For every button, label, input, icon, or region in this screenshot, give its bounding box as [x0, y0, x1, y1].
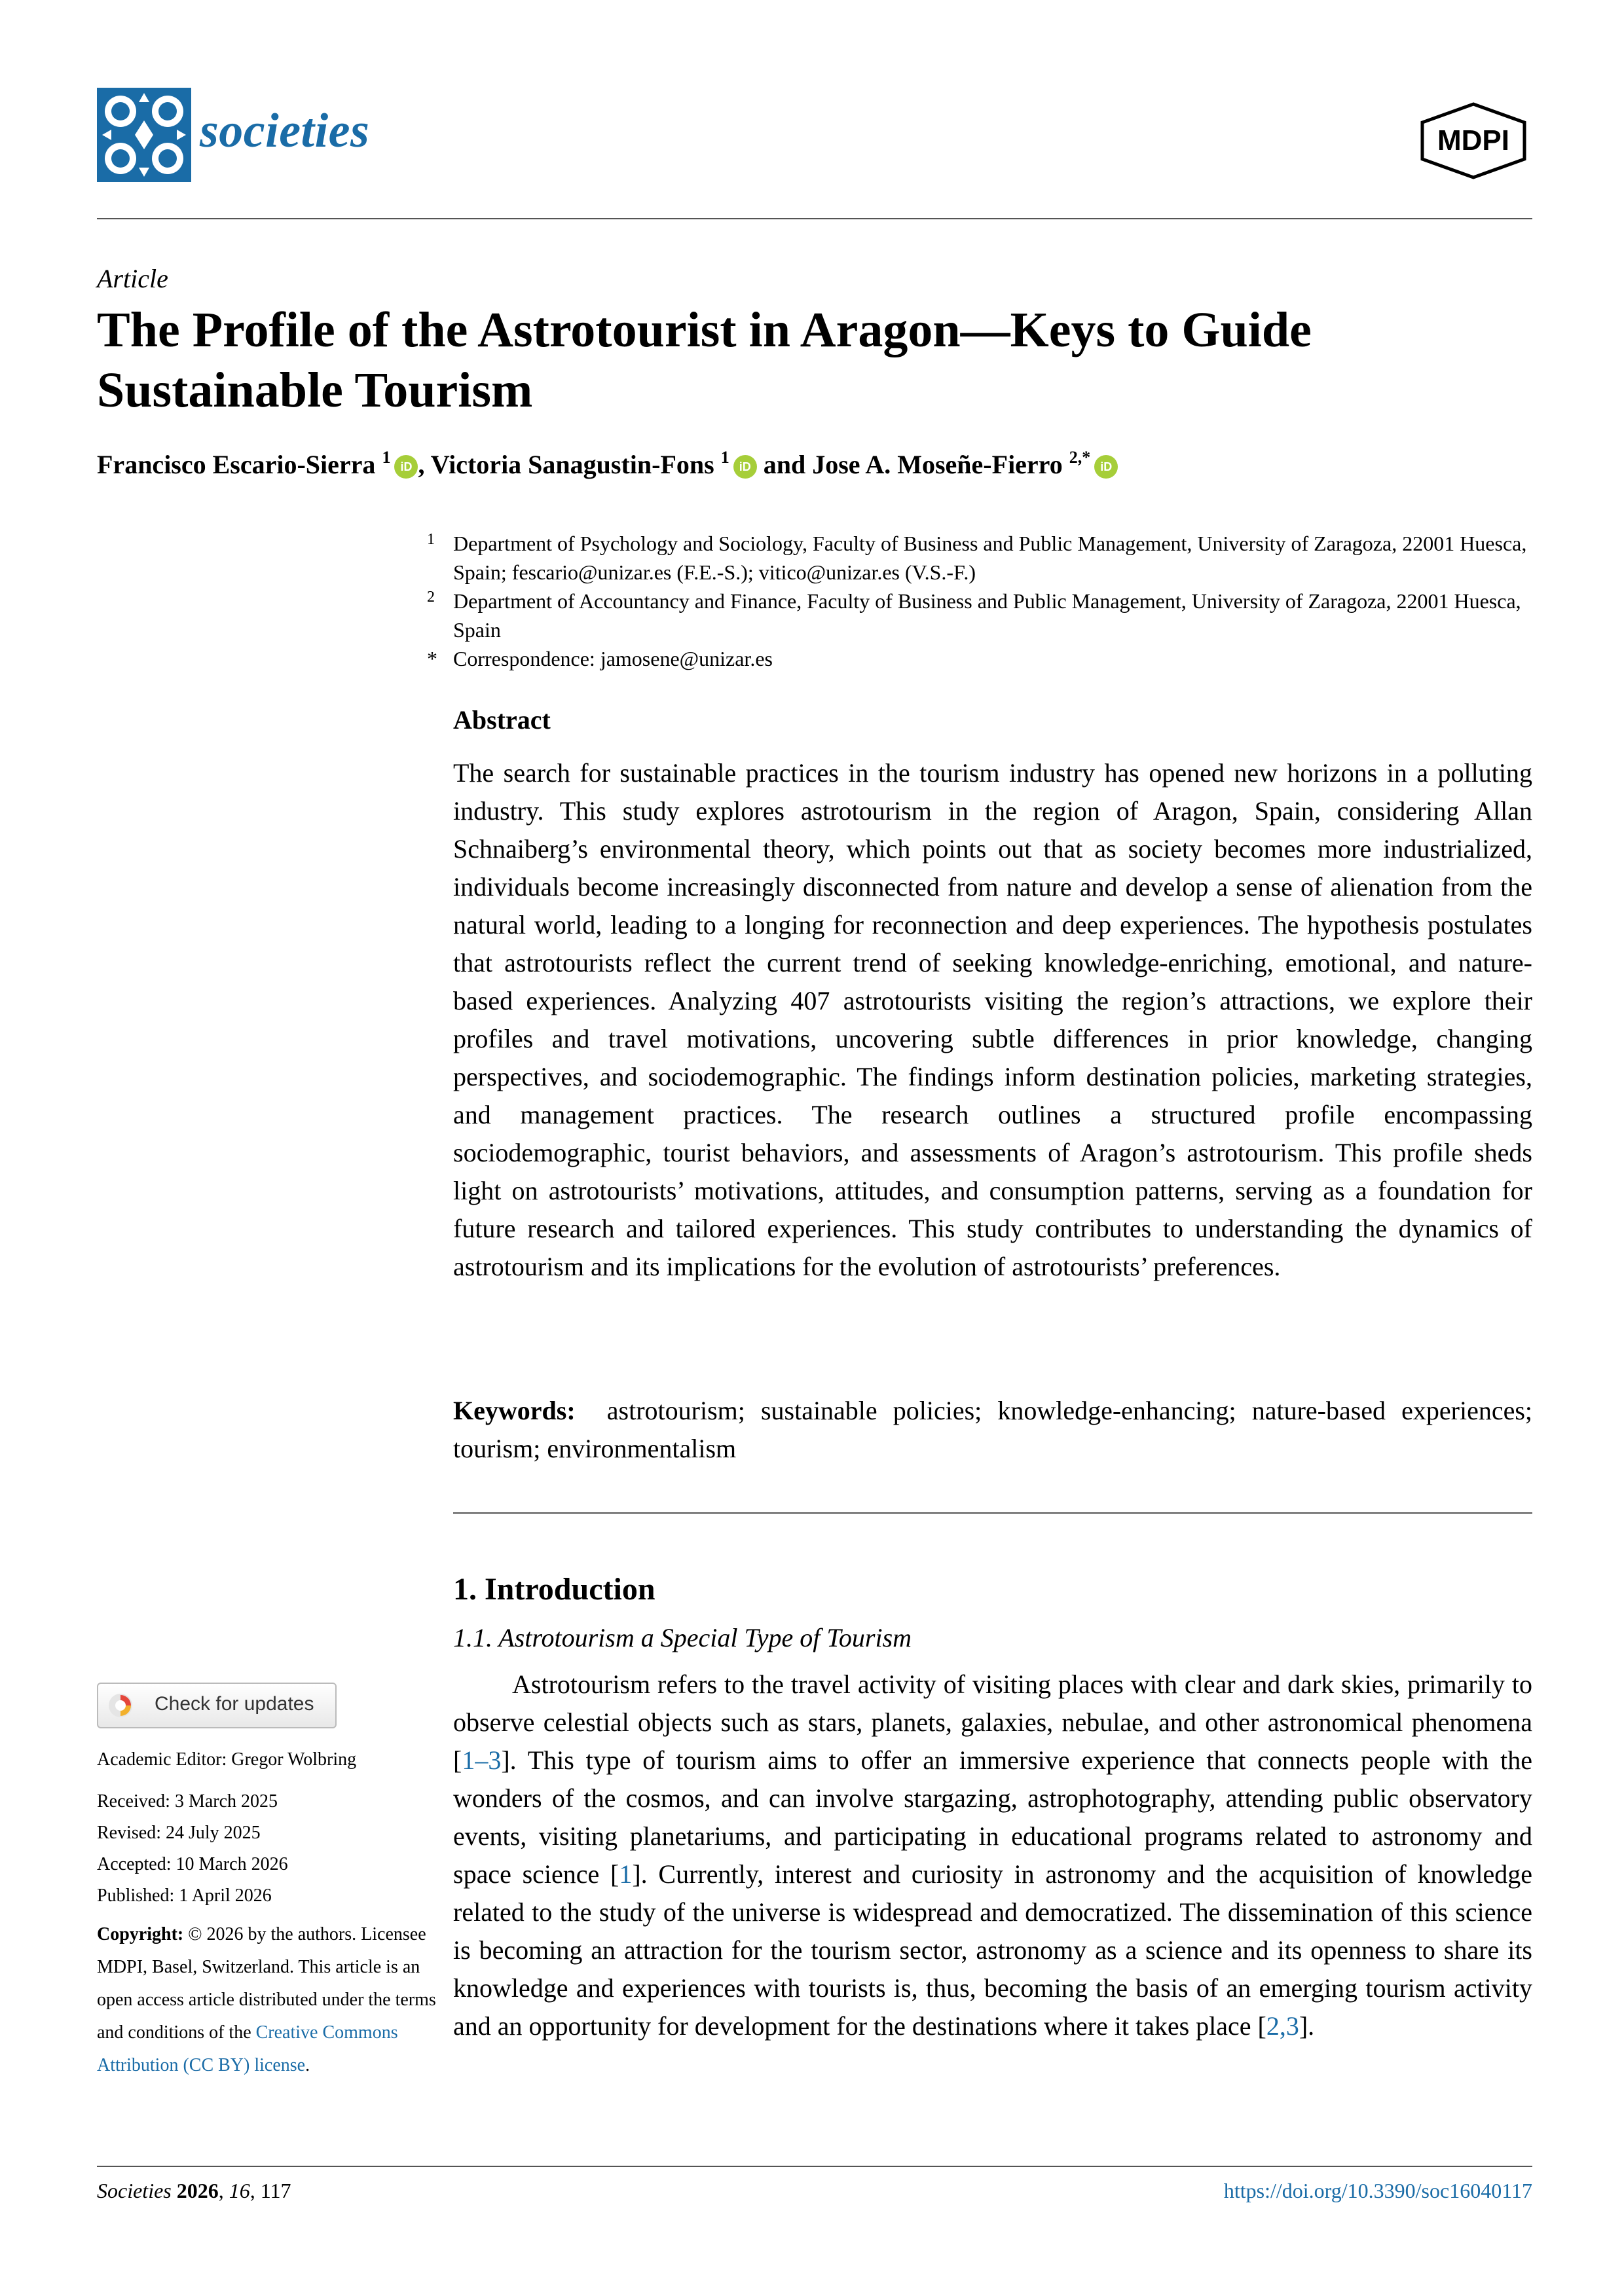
orcid-icon[interactable]: iD	[1094, 455, 1118, 479]
citation-footer: Societies 2026, 16, 117	[97, 2179, 291, 2202]
published-date: Published: 1 April 2026	[97, 1886, 272, 1906]
copyright-notice	[97, 1918, 437, 2082]
affiliation-mark: 1	[427, 531, 435, 548]
journal-name[interactable]: societies	[200, 104, 370, 158]
received-date: Received: 3 March 2025	[97, 1791, 278, 1812]
header-divider	[97, 218, 1532, 219]
footer-journal: Societies	[97, 2179, 172, 2202]
article-title: The Profile of the Astrotourist in Aragon—Keys to Guide Sustainable Tourism	[97, 302, 1312, 418]
intro-text-part: ]. Currently, interest and curiosity in astronomy and the acquisition of knowledge related to the study of the universe is widespread and democratized. The dissemination of this science is becoming an attraction for the tourism sector, astronomy as a science and its openness to share its knowledge and experiences with tourists is, thus, becoming the basis of an emerging tourism activity and an opportunity for development for the destinations where it takes place [	[453, 1859, 1533, 2041]
publication-dates	[97, 1786, 437, 1912]
publisher-logo[interactable]	[1414, 101, 1532, 180]
copyright-label: Copyright:	[97, 1924, 184, 1944]
affiliation-text: Department of Accountancy and Finance, Faculty of Business and Public Management, University of Zaragoza, 22001 Huesca, Spain	[453, 589, 1521, 642]
citation-link[interactable]: 1	[619, 1859, 633, 1889]
check-updates-icon	[107, 1692, 134, 1719]
revised-date: Revised: 24 July 2025	[97, 1823, 261, 1843]
author-name[interactable]: Francisco Escario-Sierra	[97, 450, 376, 479]
academic-editor: Academic Editor: Gregor Wolbring	[97, 1749, 357, 1770]
keywords-text: astrotourism; sustainable policies; knowledge-enhancing; nature-based experiences; tourism; environmentalism	[453, 1396, 1533, 1463]
abstract-heading: Abstract	[453, 705, 551, 735]
publisher-name: MDPI	[1437, 124, 1509, 156]
orcid-icon[interactable]: iD	[733, 455, 757, 479]
footer-divider	[97, 2166, 1532, 2167]
accepted-date: Accepted: 10 March 2026	[97, 1854, 288, 1874]
keywords	[453, 1392, 1532, 1468]
intro-text-part: ]. This type of tourism aims to offer an immersive experience that connects people with the wonders of the cosmos, and can involve stargazing, astrophotography, attending public observatory events, visiting planetariums, and participating in educational programs related to astronomy and space science [	[453, 1745, 1532, 1889]
section-heading: 1. Introduction	[453, 1572, 655, 1607]
check-updates-label: Check for updates	[155, 1693, 314, 1715]
intro-text-part: ].	[1299, 2011, 1315, 2041]
journal-logo-icon	[97, 88, 191, 182]
affiliation	[427, 587, 1534, 644]
correspondence-text: Correspondence: jamosene@unizar.es	[453, 647, 773, 670]
copyright-text: © 2026 by the authors. Licensee MDPI, Basel, Switzerland. This article is an open access article distributed under the terms and conditions of the	[97, 1924, 436, 2043]
intro-text-part: Astrotourism refers to the travel activity of visiting places with clear and dark skies, primarily to observe celestial objects such as stars, planets, galaxies, nebulae, and other astronomical phenomena [	[453, 1669, 1532, 1775]
footer-volume: 16	[229, 2179, 250, 2202]
intro-paragraph	[453, 1666, 1532, 2045]
article-type: Article	[97, 264, 168, 293]
correspondence	[427, 644, 1534, 673]
doi-link[interactable]: https://doi.org/10.3390/soc16040117	[1223, 2179, 1532, 2202]
affiliation-text: Department of Psychology and Sociology, Faculty of Business and Public Management, University of Zaragoza, 22001 Huesca, Spain; fescario@unizar.es (F.E.-S.); vitico@unizar.es (V.S.-F.)	[453, 532, 1527, 584]
author-affil-sup: 1	[720, 448, 729, 467]
affiliation-mark: 2	[427, 589, 435, 606]
affiliation-mark: *	[427, 647, 437, 670]
author-list	[97, 448, 1532, 480]
subsection-heading: 1.1. Astrotourism a Special Type of Tourism	[453, 1623, 912, 1652]
citation-link[interactable]: 1–3	[462, 1745, 502, 1775]
footer-article-number: 117	[260, 2179, 291, 2202]
orcid-icon[interactable]: iD	[394, 455, 418, 479]
author-affil-sup: 2,*	[1069, 448, 1091, 467]
license-link[interactable]: Creative Commons Attribution (CC BY) license	[97, 2022, 398, 2075]
abstract-divider	[453, 1512, 1532, 1514]
footer-year: 2026	[176, 2179, 219, 2202]
author-separator: ,	[418, 450, 425, 479]
author-name[interactable]: Victoria Sanagustin-Fons	[430, 450, 714, 479]
license-end: .	[305, 2055, 310, 2075]
affiliation	[427, 529, 1534, 587]
keywords-label: Keywords:	[453, 1396, 576, 1425]
author-name[interactable]: Jose A. Moseñe-Fierro	[812, 450, 1063, 479]
citation-link[interactable]: 2,3	[1266, 2011, 1299, 2041]
author-separator: and	[763, 450, 806, 479]
abstract-text: The search for sustainable practices in the tourism industry has opened new horizons in a polluting industry. This study explores astrotourism in the region of Aragon, Spain, considering Allan Schnaiberg’s environmental theory, which points out that as society becomes more industrialized, individuals become increasingly disconnected from nature and develop a sense of alienation from the natural world, leading to a longing for reconnection and deep experiences. The hypothesis postulates that astrotourists reflect the current trend of seeking knowledge-enriching, emotional, and nature-based experiences. Analyzing 407 astrotourists visiting the region’s attractions, we explore their profiles and travel motivations, uncovering subtle differences in prior knowledge, changing perspectives, and sociodemographic. The findings inform destination policies, marketing strategies, and management practices. The research outlines a structured profile encompassing sociodemographic, tourist behaviors, and assessments of Aragon’s astrotourism. This profile sheds light on astrotourists’ motivations, attitudes, and consumption patterns, serving as a foundation for future research and tailored experiences. This study contributes to understanding the dynamics of astrotourism and its implications for the evolution of astrotourists’ preferences.	[453, 758, 1532, 1281]
check-updates-button[interactable]	[97, 1683, 337, 1728]
author-affil-sup: 1	[382, 448, 391, 467]
